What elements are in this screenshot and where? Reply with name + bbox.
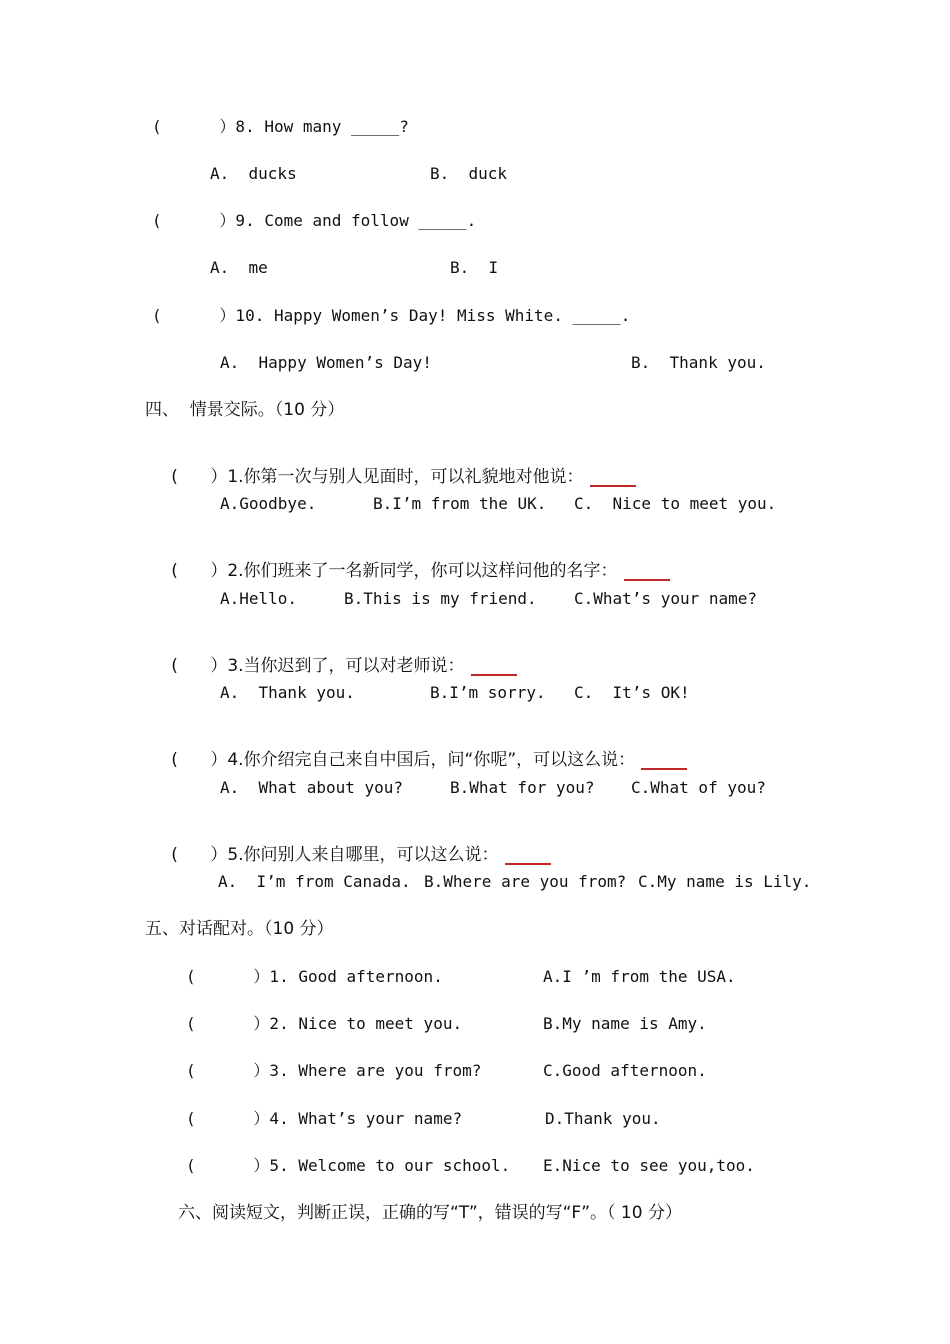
s4-option-3c: C. It’s OK! bbox=[574, 683, 690, 702]
s5-left-3: ( ）3. Where are you from? bbox=[186, 1061, 482, 1080]
s5-left-5: ( ）5. Welcome to our school. bbox=[186, 1156, 511, 1175]
s5-right-c: C.Good afternoon. bbox=[543, 1061, 707, 1080]
s4-option-5c: C.My name is Lily. bbox=[638, 872, 812, 891]
s4-option-1a: A.Goodbye. bbox=[220, 494, 317, 513]
section5-heading: 五、对话配对。（10 分） bbox=[145, 919, 334, 939]
s4-question-2 bbox=[152, 541, 670, 581]
s4-option-5a: A. I’m from Canada. bbox=[218, 872, 411, 891]
s4-option-2b: B.This is my friend. bbox=[344, 589, 537, 608]
s4-option-4a: A. What about you? bbox=[220, 778, 404, 797]
s4-option-2a: A.Hello. bbox=[220, 589, 298, 608]
s5-left-2: ( ）2. Nice to meet you. bbox=[186, 1014, 463, 1033]
option-10a: A. Happy Women’s Day! bbox=[220, 353, 432, 372]
section6-heading: 六、阅读短文，判断正误，正确的写“T”，错误的写“F”。（ 10 分） bbox=[178, 1203, 682, 1223]
answer-blank bbox=[590, 469, 636, 487]
s4-question-1 bbox=[152, 447, 636, 487]
s4-option-4b: B.What for you? bbox=[450, 778, 595, 797]
s5-right-d: D.Thank you. bbox=[545, 1109, 661, 1128]
s4-option-3b: B.I’m sorry. bbox=[430, 683, 546, 702]
section4-heading: 四、 情景交际。（10 分） bbox=[145, 400, 345, 420]
answer-blank bbox=[641, 752, 687, 770]
answer-blank bbox=[471, 658, 517, 676]
s5-right-e: E.Nice to see you,too. bbox=[543, 1156, 755, 1175]
answer-blank bbox=[505, 847, 551, 865]
s4-option-3a: A. Thank you. bbox=[220, 683, 355, 702]
s5-right-a: A.I ’m from the USA. bbox=[543, 967, 736, 986]
s4-question-2-text: ( ）2.你们班来了一名新同学，你可以这样问他的名字： bbox=[171, 561, 618, 581]
option-10b: B. Thank you. bbox=[631, 353, 766, 372]
s4-question-4 bbox=[152, 730, 687, 770]
question-8: ( ）8. How many _____? bbox=[152, 117, 409, 136]
s5-right-b: B.My name is Amy. bbox=[543, 1014, 707, 1033]
s4-question-3-text: ( ）3.当你迟到了，可以对老师说： bbox=[171, 656, 465, 676]
question-10: ( ）10. Happy Women’s Day! Miss White. _____. bbox=[152, 306, 631, 325]
s5-left-4: ( ）4. What’s your name? bbox=[186, 1109, 463, 1128]
s4-question-1-text: ( ）1.你第一次与别人见面时，可以礼貌地对他说： bbox=[171, 467, 584, 487]
s4-question-5 bbox=[152, 825, 551, 865]
s4-option-5b: B.Where are you from? bbox=[424, 872, 627, 891]
s5-left-1: ( ）1. Good afternoon. bbox=[186, 967, 443, 986]
s4-question-5-text: ( ）5.你问别人来自哪里，可以这么说： bbox=[171, 845, 499, 865]
answer-blank bbox=[624, 563, 670, 581]
option-9b: B. I bbox=[450, 258, 499, 277]
option-8a: A. ducks bbox=[210, 164, 297, 183]
s4-question-3 bbox=[152, 636, 517, 676]
option-8b: B. duck bbox=[430, 164, 508, 183]
question-9: ( ）9. Come and follow _____. bbox=[152, 211, 477, 230]
s4-option-2c: C.What’s your name? bbox=[574, 589, 758, 608]
option-9a: A. me bbox=[210, 258, 268, 277]
s4-option-1c: C. Nice to meet you. bbox=[574, 494, 777, 513]
s4-question-4-text: ( ）4.你介绍完自己来自中国后，问“你呢”，可以这么说： bbox=[171, 750, 636, 770]
s4-option-4c: C.What of you? bbox=[631, 778, 766, 797]
s4-option-1b: B.I’m from the UK. bbox=[373, 494, 547, 513]
